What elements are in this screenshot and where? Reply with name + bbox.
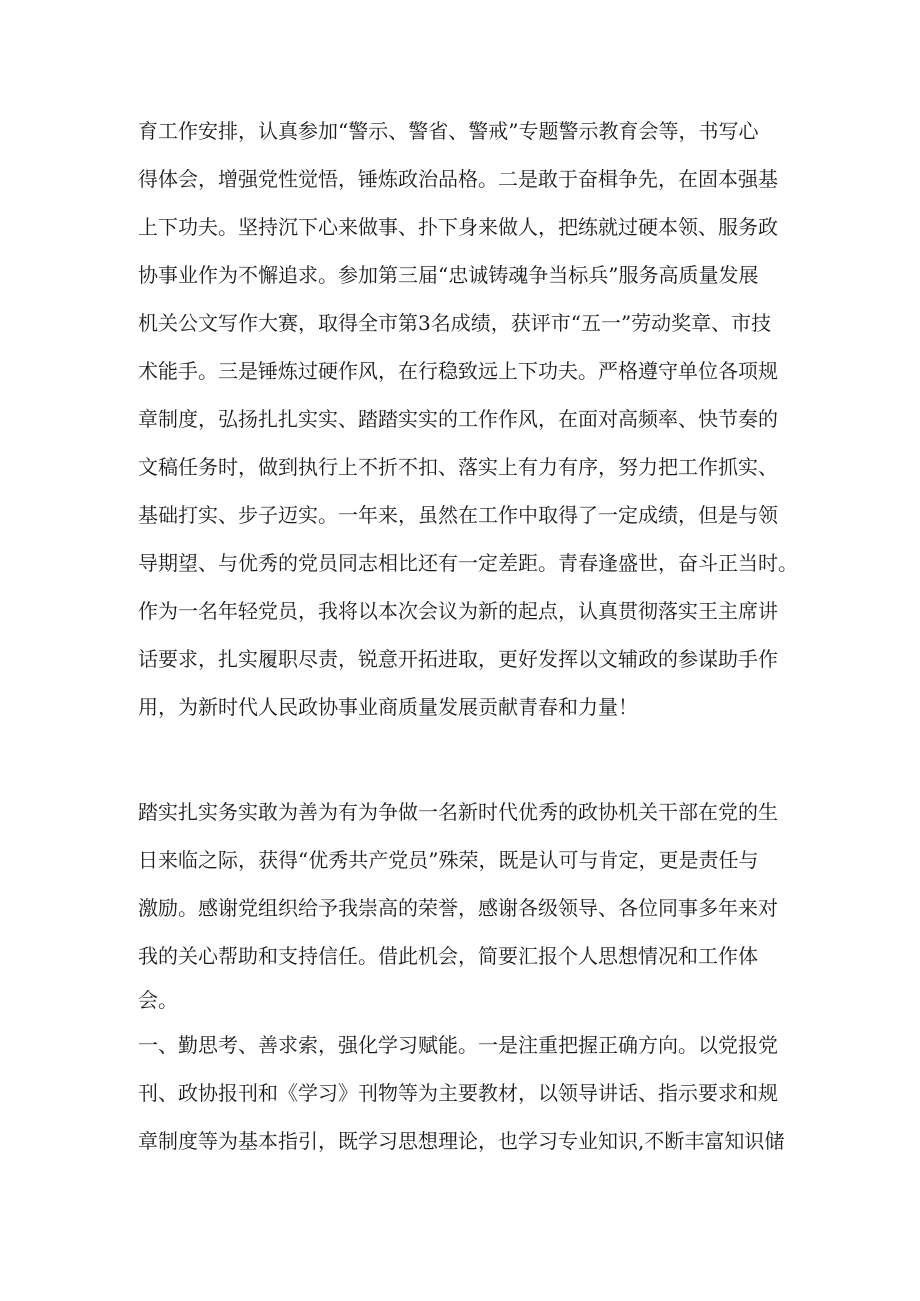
text-line: 得体会，增强党性觉悟，锤炼政治品格。二是敢于奋楫争先，在固本强基 <box>138 167 778 191</box>
text-line: 章制度等为基本指引，既学习思想理论，也学习专业知识,不断丰富知识储 <box>138 1129 785 1153</box>
text-line: 用，为新时代人民政协事业商质量发展贡献青春和力量！ <box>138 695 638 719</box>
text-line: 刊、政协报刊和《学习》刊物等为主要教材，以领导讲话、指示要求和规 <box>138 1081 778 1105</box>
text-line: 文稿任务时，做到执行上不折不扣、落实上有力有序，努力把工作抓实、 <box>138 455 778 479</box>
text-line: 话要求，扎实履职尽责，锐意开拓进取，更好发挥以文辅政的参谋助手作 <box>138 647 778 671</box>
text-line: 上下功夫。坚持沉下心来做事、扑下身来做人，把练就过硬本领、服务政 <box>138 215 778 239</box>
text-line: 术能手。三是锤炼过硬作风，在行稳致远上下功夫。严格遵守单位各项规 <box>138 359 778 383</box>
text-line: 机关公文写作大赛，取得全市第3名成绩，获评市“五一”劳动奖章、市技 <box>138 311 772 335</box>
text-line: 作为一名年轻党员，我将以本次会议为新的起点，认真贯彻落实王主席讲 <box>138 599 778 623</box>
text-line: 会。 <box>138 988 178 1012</box>
text-line: 育工作安排，认真参加“警示、警省、警戒”专题警示教育会等，书写心 <box>138 119 759 143</box>
text-line: 踏实扎实务实敢为善为有为争做一名新时代优秀的政协机关干部在党的生 <box>138 800 778 824</box>
text-line: 激励。感谢党组织给予我崇高的荣誉，感谢各级领导、各位同事多年来对 <box>138 896 778 920</box>
text-line: 基础打实、步子迈实。一年来，虽然在工作中取得了一定成绩，但是与领 <box>138 503 778 527</box>
text-line: 一、勤思考、善求索，强化学习赋能。一是注重把握正确方向。以党报党 <box>138 1033 778 1057</box>
text-line: 协事业作为不懈追求。参加第三届“忠诚铸魂争当标兵”服务高质量发展 <box>138 263 759 287</box>
paragraph-continuation <box>138 107 798 731</box>
text-line: 日来临之际，获得“优秀共产党员”殊荣，既是认可与肯定，更是责任与 <box>138 848 759 872</box>
text-line: 我的关心帮助和支持信任。借此机会，简要汇报个人思想情况和工作体 <box>138 944 758 968</box>
text-line: 章制度，弘扬扎扎实实、踏踏实实的工作作风，在面对高频率、快节奏的 <box>138 407 778 431</box>
paragraph-new-article <box>138 788 798 1165</box>
text-line: 导期望、与优秀的党员同志相比还有一定差距。青春逢盛世，奋斗正当时。 <box>138 551 798 575</box>
